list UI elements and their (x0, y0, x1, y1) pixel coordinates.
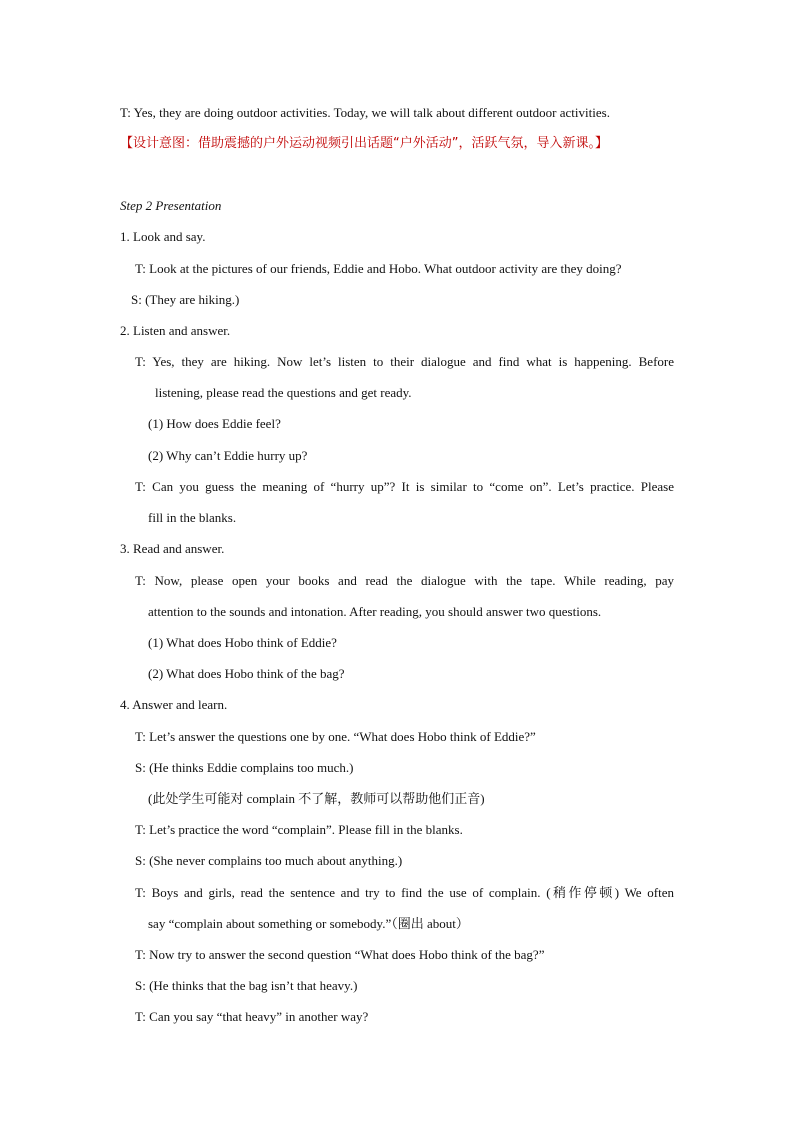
student-line: S: (He thinks that the bag isn’t that heavy.) (135, 978, 358, 993)
teacher-line-cont: fill in the blanks. (148, 510, 237, 525)
teacher-note: (此处学生可能对 complain 不了解，教师可以帮助他们正音) (148, 791, 485, 806)
step-heading: Step 2 Presentation (120, 198, 222, 213)
teacher-line-cont: say “complain about something or somebody.”（圈出 about） (148, 916, 469, 931)
question: (2) What does Hobo think of the bag? (148, 666, 345, 681)
student-line: S: (He thinks Eddie complains too much.) (135, 760, 354, 775)
intro-teacher-line: T: Yes, they are doing outdoor activities. Today, we will talk about different outdoor activities. (120, 105, 610, 120)
teacher-line: T: Yes, they are hiking. Now let’s listen to their dialogue and find what is happening. Before (135, 354, 674, 369)
teacher-line: T: Let’s practice the word “complain”. Please fill in the blanks. (135, 822, 463, 837)
teacher-line: T: Now, please open your books and read the dialogue with the tape. While reading, pay (135, 573, 674, 588)
teacher-line: T: Can you guess the meaning of “hurry up”? It is similar to “come on”. Let’s practice. Please (135, 479, 674, 494)
teacher-line: T: Now try to answer the second question “What does Hobo think of the bag?” (135, 947, 545, 962)
question: (2) Why can’t Eddie hurry up? (148, 448, 308, 463)
section-title-3: 3. Read and answer. (120, 541, 225, 556)
teacher-line: T: Can you say “that heavy” in another way? (135, 1009, 369, 1024)
teacher-line-cont: listening, please read the questions and get ready. (155, 385, 412, 400)
teacher-line: T: Boys and girls, read the sentence and try to find the use of complain. (稍作停顿) We often (135, 885, 674, 900)
design-note: 【设计意图：借助震撼的户外运动视频引出话题“户外活动”，活跃气氛，导入新课。】 (120, 136, 608, 151)
question: (1) What does Hobo think of Eddie? (148, 635, 337, 650)
teacher-line: T: Let’s answer the questions one by one. “What does Hobo think of Eddie?” (135, 729, 536, 744)
student-line: S: (They are hiking.) (131, 292, 240, 307)
section-title-2: 2. Listen and answer. (120, 323, 231, 338)
teacher-line-cont: attention to the sounds and intonation. After reading, you should answer two questions. (148, 604, 602, 619)
question: (1) How does Eddie feel? (148, 416, 281, 431)
section-title-4: 4. Answer and learn. (120, 697, 228, 712)
section-title-1: 1. Look and say. (120, 229, 206, 244)
student-line: S: (She never complains too much about anything.) (135, 853, 403, 868)
teacher-line: T: Look at the pictures of our friends, Eddie and Hobo. What outdoor activity are they doing? (135, 261, 622, 276)
